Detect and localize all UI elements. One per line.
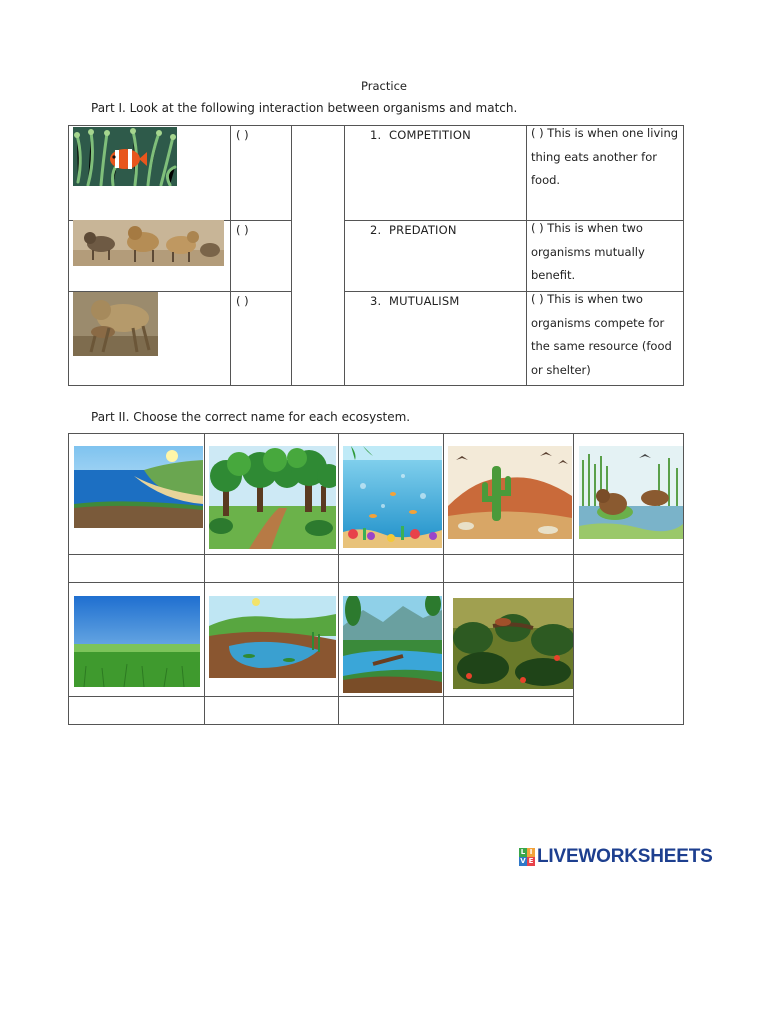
forest-icon [209, 446, 336, 549]
blank-answer-1[interactable]: ( ) [236, 128, 249, 142]
definition-2: ( ) This is when two organisms mutually benefit. [531, 221, 645, 282]
blank-answer-2[interactable]: ( ) [236, 223, 249, 237]
ecosystem-answer-1[interactable] [69, 555, 204, 582]
liveworksheets-logo [519, 846, 713, 868]
interaction-number-1: 1. [370, 128, 382, 142]
coast-ocean-icon [74, 446, 203, 528]
ecosystem-answer-5[interactable] [574, 555, 683, 582]
rainforest-icon [453, 598, 573, 689]
lions-hyenas-photo-icon [73, 220, 224, 266]
interaction-number-2: 2. [370, 223, 382, 237]
desert-icon [448, 446, 572, 539]
ecosystem-answer-8[interactable] [339, 697, 443, 724]
wetland-icon [579, 446, 683, 539]
part1-heading: Part I. Look at the following interaction between organisms and match. [91, 101, 518, 115]
ecosystem-answer-6[interactable] [69, 697, 204, 724]
page-title: Practice [361, 79, 407, 93]
interaction-number-3: 3. [370, 294, 382, 308]
liveworksheets-logo-text: LIVEWORKSHEETS [537, 846, 713, 867]
lake-pond-icon [209, 596, 336, 678]
interaction-name-predation: PREDATION [389, 223, 457, 237]
interaction-name-mutualism: MUTUALISM [389, 294, 460, 308]
grassland-icon [74, 596, 200, 687]
liveworksheets-logo-mark-icon: L I V E [520, 848, 534, 865]
part2-heading: Part II. Choose the correct name for each ecosystem. [91, 410, 411, 424]
interaction-name-competition: COMPETITION [389, 128, 471, 142]
river-icon [343, 596, 442, 693]
definition-1: ( ) This is when one living thing eats another for food. [531, 126, 679, 187]
coral-reef-icon [343, 446, 442, 548]
ecosystem-answer-3[interactable] [339, 555, 443, 582]
lion-prey-photo-icon [73, 292, 158, 356]
ecosystem-answer-9[interactable] [444, 697, 573, 724]
definition-3: ( ) This is when two organisms compete for the same resource (food or shelter) [531, 292, 672, 377]
ecosystem-answer-4[interactable] [444, 555, 573, 582]
ecosystem-answer-2[interactable] [205, 555, 338, 582]
clownfish-anemone-photo-icon [73, 127, 177, 186]
ecosystem-answer-7[interactable] [205, 697, 338, 724]
blank-answer-3[interactable]: ( ) [236, 294, 249, 308]
